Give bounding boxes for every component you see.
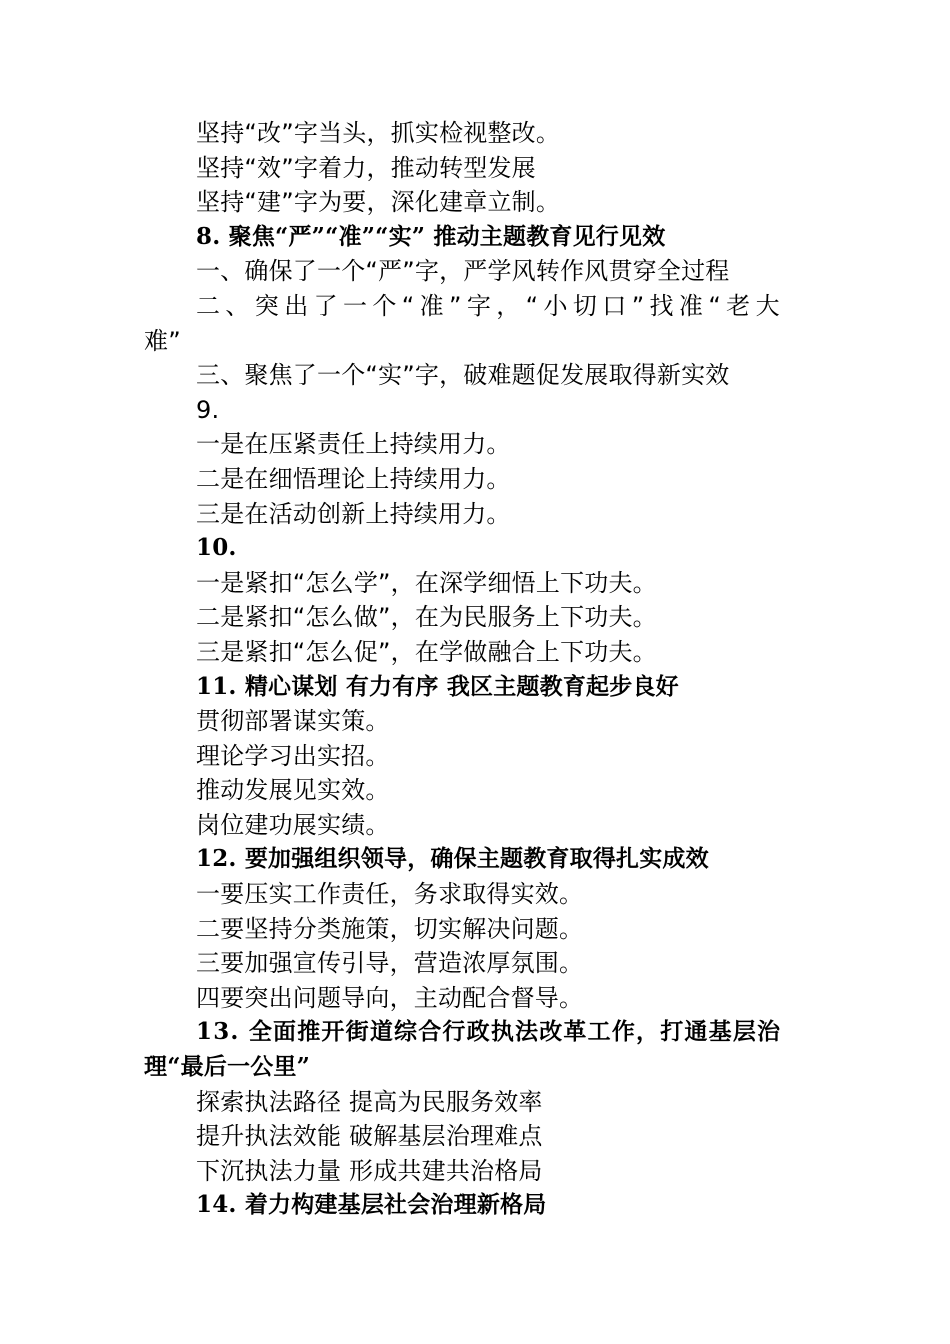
text-line: 二、突出了一个“准”字，“小切口”找准“老大	[196, 291, 785, 320]
text-line: 坚持“改”字当头，抓实检视整改。	[196, 119, 561, 147]
text-line: 一是在压紧责任上持续用力。	[196, 430, 511, 459]
text-line: 一要压实工作责任，务求取得实效。	[196, 880, 584, 909]
text-line-continuation: 难”	[144, 326, 181, 355]
text-line: 坚持“建”字为要，深化建章立制。	[196, 188, 561, 217]
text-line: 下沉执法力量 形成共建共治格局	[196, 1156, 543, 1185]
text-line: 岗位建功展实绩。	[196, 810, 390, 839]
text-line: 提升执法效能 破解基层治理难点	[196, 1122, 543, 1151]
text-line: 二要坚持分类施策，切实解决问题。	[196, 914, 584, 943]
text-line: 四要突出问题导向，主动配合督导。	[196, 983, 584, 1012]
section-number: 9.	[196, 395, 220, 424]
section-heading: 11. 精心谋划 有力有序 我区主题教育起步良好	[196, 672, 679, 700]
text-line: 一、确保了一个“严”字，严学风转作风贯穿全过程	[196, 257, 730, 286]
text-line: 三、聚焦了一个“实”字，破难题促发展取得新实效	[196, 361, 730, 390]
text-line: 贯彻部署谋实策。	[196, 707, 390, 736]
text-line: 理论学习出实招。	[196, 741, 390, 770]
section-heading: 12. 要加强组织领导，确保主题教育取得扎实成效	[196, 845, 709, 873]
text-line: 三要加强宣传引导，营造浓厚氛围。	[196, 949, 584, 978]
section-heading: 13. 全面推开街道综合行政执法改革工作，打通基层治	[196, 1018, 782, 1046]
text-line: 三是紧扣“怎么促”，在学做融合上下功夫。	[196, 637, 657, 666]
section-heading: 10.	[196, 534, 237, 562]
document-body	[144, 116, 814, 1223]
section-heading-continuation: 理“最后一公里”	[144, 1053, 311, 1081]
text-line: 推动发展见实效。	[196, 776, 390, 805]
text-line: 坚持“效”字着力，推动转型发展	[196, 153, 536, 182]
text-line: 二是在细悟理论上持续用力。	[196, 464, 511, 493]
text-line: 二是紧扣“怎么做”，在为民服务上下功夫。	[196, 603, 657, 632]
section-heading: 8. 聚焦“严”“准”“实” 推动主题教育见行见效	[196, 222, 666, 250]
text-line: 一是紧扣“怎么学”，在深学细悟上下功夫。	[196, 568, 657, 597]
text-line: 探索执法路径 提高为民服务效率	[196, 1087, 543, 1116]
text-line: 三是在活动创新上持续用力。	[196, 499, 511, 528]
section-heading: 14. 着力构建基层社会治理新格局	[196, 1191, 547, 1219]
